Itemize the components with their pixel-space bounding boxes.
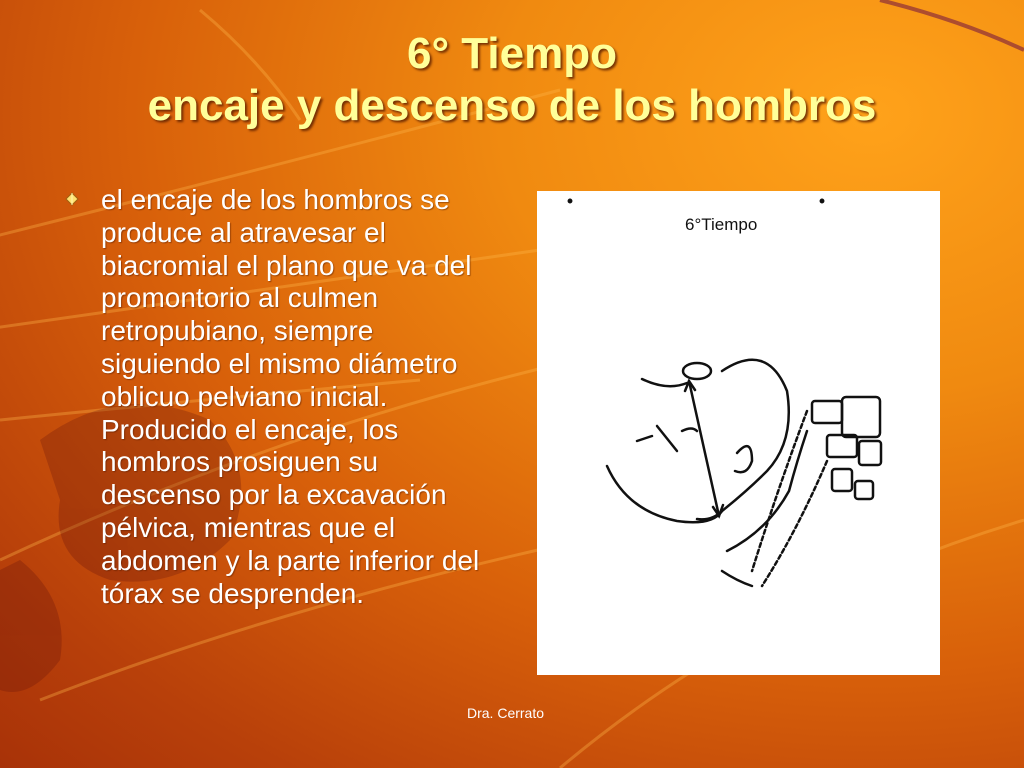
- slide-title: [0, 28, 1024, 132]
- title-line-2: encaje y descenso de los hombros: [147, 81, 877, 130]
- title-line-1: 6° Tiempo: [407, 29, 617, 78]
- footer-author: Dra. Cerrato: [467, 705, 545, 721]
- fetal-shoulder-diagram: [537, 191, 940, 675]
- figure-caption: 6°Tiempo: [685, 215, 758, 234]
- diagram-image: [537, 191, 940, 675]
- bullet-icon: [64, 192, 80, 208]
- bullet-text: el encaje de los hombros se produce al atravesar el biacromial el plano que va del promontorio al culmen retropubiano, siempre siguiendo el mismo diámetro oblicuo pelviano inicial. Producido el encaje, los hombros prosiguen su descenso por la excavación pélvica, mientras que el abdomen y la parte inferior del tórax se desprenden.: [101, 184, 480, 609]
